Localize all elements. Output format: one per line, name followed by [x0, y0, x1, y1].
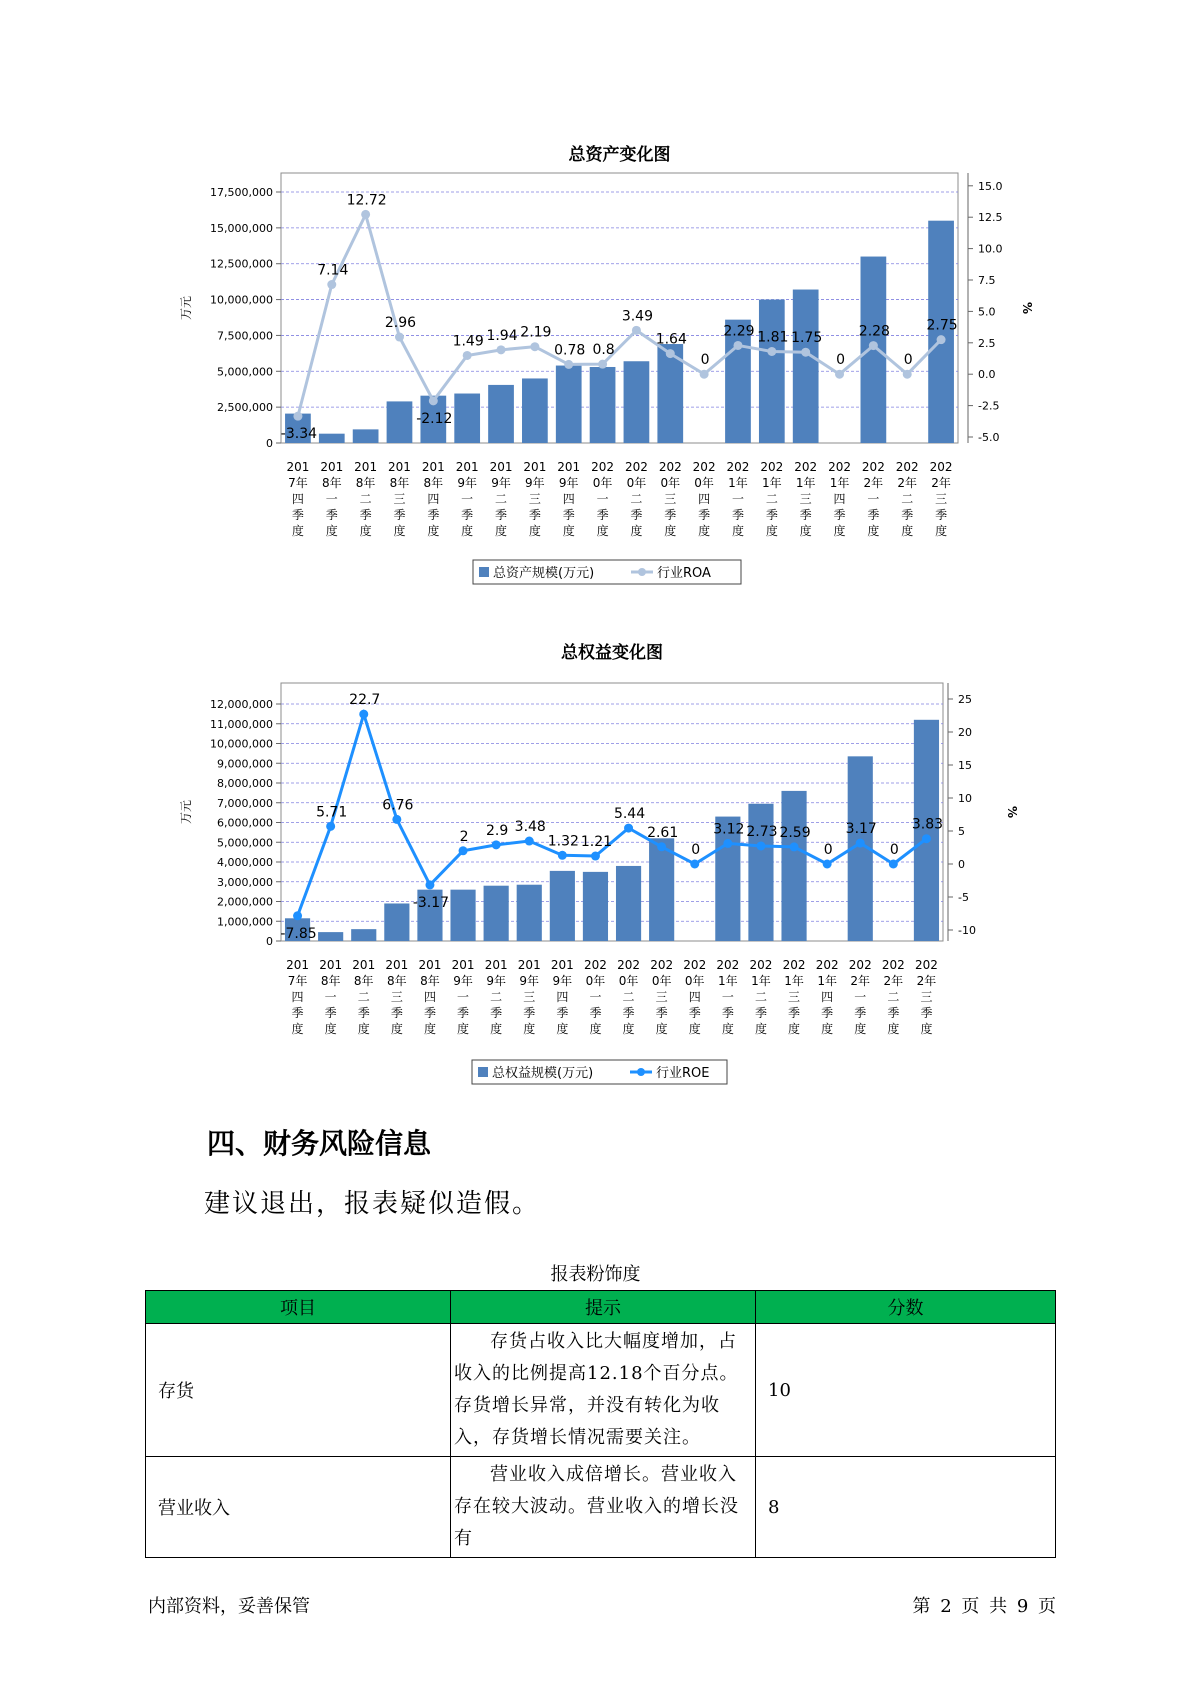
x-tick-label: 202 0年三季度 — [658, 460, 682, 538]
data-label: 12.72 — [346, 192, 387, 209]
line-point — [598, 360, 607, 369]
y-tick-label: 0 — [266, 935, 273, 948]
line-point — [690, 860, 699, 869]
line-point — [463, 351, 472, 360]
y2-tick-label: 5 — [958, 825, 965, 838]
x-tick-label: 202 2年三季度 — [914, 958, 938, 1036]
line-point — [889, 860, 898, 869]
data-label: 3.83 — [911, 816, 944, 833]
bar — [583, 872, 608, 941]
section-heading: 四、财务风险信息 — [207, 1127, 432, 1160]
row-score: 10 — [756, 1324, 1056, 1457]
x-tick-label: 202 0年二季度 — [624, 460, 648, 538]
y2-tick-label: 5.0 — [978, 305, 996, 319]
data-label: -3.34 — [280, 426, 318, 443]
y2-tick-label: 15.0 — [978, 179, 1003, 193]
bar — [781, 791, 806, 941]
legend-line-marker — [638, 568, 646, 576]
x-tick-label: 201 8年三季度 — [385, 958, 409, 1036]
data-label: 0.8 — [592, 342, 615, 359]
x-tick-label: 202 0年一季度 — [583, 958, 607, 1036]
bar — [387, 401, 413, 443]
y2-tick-label: -5.0 — [978, 431, 1000, 444]
line-point — [856, 839, 865, 848]
line-point — [293, 412, 302, 421]
x-tick-label: 202 1年四季度 — [815, 958, 839, 1036]
line-point — [392, 815, 401, 824]
footer-page-number: 第 2 页 共 9 页 — [912, 1596, 1056, 1617]
x-tick-label: 201 8年二季度 — [354, 460, 378, 538]
x-tick-label: 202 2年三季度 — [929, 460, 953, 538]
y2-tick-label: 2.5 — [978, 336, 996, 350]
line-point — [525, 837, 534, 846]
data-label: 2.29 — [723, 323, 755, 340]
x-tick-label: 202 1年三季度 — [794, 460, 818, 538]
line-point — [756, 841, 765, 850]
bar — [793, 290, 819, 443]
legend-bar-label: 总资产规模(万元) — [493, 566, 595, 581]
line-point — [497, 345, 506, 354]
x-tick-label: 202 2年一季度 — [848, 958, 872, 1036]
table-row — [146, 1324, 1056, 1457]
x-tick-label: 201 9年三季度 — [523, 460, 547, 538]
data-label: 6.76 — [382, 797, 414, 814]
section-body: 建议退出，报表疑似造假。 — [204, 1189, 541, 1219]
data-label: 22.7 — [349, 692, 381, 709]
header-item: 项目 — [146, 1291, 451, 1324]
data-label: 2.73 — [746, 823, 778, 840]
data-label: 0 — [691, 842, 701, 858]
total-equity-chart-svg — [170, 636, 1019, 1090]
x-tick-label: 201 9年一季度 — [455, 460, 479, 538]
data-label: 1.32 — [547, 833, 579, 850]
data-label: -3.17 — [412, 894, 450, 911]
y2-tick-label: 10 — [958, 792, 972, 805]
data-label: 3.49 — [621, 308, 654, 325]
x-tick-label: 202 1年一季度 — [716, 958, 740, 1036]
line-point — [666, 349, 675, 358]
row-item: 营业收入 — [146, 1457, 451, 1558]
line-point — [293, 911, 302, 920]
x-tick-label: 201 8年一季度 — [320, 460, 344, 538]
x-tick-label: 202 1年二季度 — [760, 460, 784, 538]
line-point — [823, 860, 832, 869]
data-label: 1.21 — [580, 834, 613, 851]
line-point — [790, 842, 799, 851]
data-label: 2 — [459, 828, 469, 845]
line-point — [361, 210, 370, 219]
table-row — [146, 1457, 1056, 1558]
line-point — [801, 348, 810, 357]
y-tick-label: 1,000,000 — [217, 915, 273, 929]
x-tick-label: 202 0年四季度 — [683, 958, 707, 1036]
x-tick-label: 202 1年一季度 — [726, 460, 750, 538]
x-tick-label: 202 1年二季度 — [749, 958, 773, 1036]
footer-confidential: 内部资料，妥善保管 — [148, 1596, 310, 1617]
bar — [488, 385, 514, 443]
bar — [318, 932, 343, 941]
legend-bar-swatch — [478, 1067, 488, 1077]
data-label: -2.12 — [416, 410, 453, 427]
data-label: 0.78 — [554, 342, 586, 359]
line-point — [558, 851, 567, 860]
data-label: 2.19 — [520, 324, 552, 341]
y-tick-label: 12,000,000 — [210, 698, 273, 711]
chart-title: 总资产变化图 — [568, 145, 671, 165]
bar — [353, 429, 379, 443]
x-tick-label: 202 2年一季度 — [861, 460, 885, 538]
line-point — [657, 842, 666, 851]
x-tick-label: 201 9年二季度 — [489, 460, 513, 538]
line-point — [459, 846, 468, 855]
y-axis-label: 万元 — [179, 799, 193, 825]
y-tick-label: 0 — [266, 437, 273, 450]
data-label: 2.75 — [926, 317, 958, 334]
bar — [454, 394, 480, 443]
x-tick-label: 201 7年四季度 — [286, 958, 310, 1036]
bar — [590, 367, 616, 443]
line-point — [425, 880, 434, 889]
line-point — [624, 824, 633, 833]
data-label: 0 — [823, 842, 833, 858]
line-point — [327, 280, 336, 289]
y-tick-label: 11,000,000 — [210, 717, 273, 731]
data-label: 3.17 — [845, 821, 877, 838]
bar — [616, 866, 641, 941]
line-point — [564, 360, 573, 369]
bar — [351, 929, 376, 941]
y2-tick-label: 0 — [958, 858, 965, 871]
y-tick-label: 12,500,000 — [210, 257, 273, 271]
table-header-row — [146, 1291, 1056, 1324]
x-tick-label: 201 8年四季度 — [421, 460, 445, 538]
data-label: 2.61 — [647, 824, 679, 841]
x-tick-label: 201 9年一季度 — [451, 958, 475, 1036]
y-tick-label: 8,000,000 — [217, 777, 273, 790]
y2-tick-label: 25 — [958, 693, 972, 706]
legend-line-label: 行业ROA — [657, 566, 711, 581]
y-tick-label: 3,000,000 — [217, 875, 273, 889]
x-tick-label: 201 7年四季度 — [286, 460, 310, 538]
header-tip: 提示 — [451, 1291, 756, 1324]
line-point — [326, 822, 335, 831]
x-tick-label: 202 0年四季度 — [692, 460, 716, 538]
x-tick-label: 202 1年三季度 — [782, 958, 806, 1036]
line-point — [723, 839, 732, 848]
data-label: 2.9 — [486, 822, 509, 839]
x-tick-label: 201 9年四季度 — [550, 958, 574, 1036]
total-assets-chart — [170, 135, 1034, 590]
y2-tick-label: -5 — [958, 891, 969, 904]
y-tick-label: 9,000,000 — [217, 757, 273, 771]
line-point — [700, 370, 709, 379]
data-label: 0 — [903, 352, 913, 369]
x-tick-label: 201 9年三季度 — [517, 958, 541, 1036]
line-point — [530, 342, 539, 351]
x-tick-label: 202 0年三季度 — [650, 958, 674, 1036]
data-label: 7.14 — [317, 262, 349, 279]
chart-title: 总权益变化图 — [561, 643, 663, 663]
data-label: 1.75 — [791, 330, 823, 347]
y-tick-label: 2,500,000 — [217, 401, 273, 415]
data-label: 0 — [836, 352, 845, 369]
y-tick-label: 10,000,000 — [210, 737, 273, 751]
data-label: 0 — [700, 352, 710, 369]
plot-frame — [281, 173, 958, 443]
y-tick-label: 7,500,000 — [217, 329, 273, 343]
row-score: 8 — [756, 1457, 1056, 1558]
bar — [550, 871, 575, 941]
row-item: 存货 — [146, 1324, 451, 1457]
line-point — [903, 370, 912, 379]
header-score: 分数 — [756, 1291, 1056, 1324]
row-tip: 营业收入成倍增长。营业收入存在较大波动。营业收入的增长没有 — [451, 1457, 756, 1558]
x-tick-label: 201 8年三季度 — [388, 460, 411, 538]
x-tick-label: 202 0年二季度 — [617, 958, 641, 1036]
x-tick-label: 201 8年一季度 — [319, 958, 343, 1036]
y-tick-label: 4,000,000 — [217, 856, 273, 869]
data-label: 2.28 — [858, 323, 890, 340]
y2-axis-label: % — [1020, 301, 1034, 315]
total-assets-chart-svg — [170, 135, 1034, 590]
line-point — [632, 326, 641, 335]
data-label: 3.12 — [713, 821, 745, 838]
x-tick-label: 202 0年一季度 — [591, 460, 615, 538]
legend-line-marker — [637, 1068, 645, 1076]
data-label: 0 — [889, 842, 899, 858]
line-point — [937, 335, 946, 344]
data-label: -7.85 — [280, 925, 317, 942]
line-point — [591, 852, 600, 861]
line-point — [359, 710, 368, 719]
x-tick-label: 202 2年二季度 — [881, 958, 905, 1036]
line-point — [767, 347, 776, 356]
line-point — [922, 834, 931, 843]
bar — [517, 885, 542, 941]
data-label: 5.44 — [613, 806, 646, 823]
y2-tick-label: -10 — [958, 924, 976, 937]
y-axis-label: 万元 — [179, 295, 193, 321]
row-tip: 存货占收入比大幅度增加，占收入的比例提高12.18个百分点。存货增长异常，并没有转化为收入，存货增长情况需要关注。 — [451, 1324, 756, 1457]
x-tick-label: 202 1年四季度 — [828, 460, 851, 538]
data-label: 1.81 — [757, 329, 789, 346]
y2-tick-label: 0.0 — [978, 368, 996, 382]
y2-tick-label: 15 — [958, 759, 972, 772]
data-label: 1.64 — [655, 331, 687, 348]
y-tick-label: 2,000,000 — [217, 895, 273, 909]
data-label: 3.48 — [514, 819, 546, 836]
bar — [556, 366, 582, 443]
legend-line-label: 行业ROE — [656, 1066, 710, 1081]
y-tick-label: 5,000,000 — [217, 365, 273, 379]
bar — [484, 886, 509, 941]
bar — [450, 890, 475, 941]
line-point — [869, 341, 878, 350]
x-tick-label: 201 8年二季度 — [352, 958, 376, 1036]
bar — [319, 434, 345, 443]
y2-tick-label: 7.5 — [978, 274, 996, 287]
y-tick-label: 7,000,000 — [217, 796, 273, 810]
y-tick-label: 10,000,000 — [210, 293, 273, 307]
line-point — [395, 333, 404, 342]
legend-bar-label: 总权益规模(万元) — [492, 1066, 594, 1081]
y2-tick-label: 12.5 — [978, 211, 1003, 225]
bar — [759, 300, 785, 443]
y-tick-label: 15,000,000 — [210, 221, 273, 235]
y-tick-label: 6,000,000 — [217, 816, 273, 830]
line-point — [835, 370, 844, 379]
plot-frame — [281, 683, 943, 941]
y2-axis-label: % — [1005, 805, 1019, 819]
data-label: 1.94 — [486, 327, 518, 344]
y2-tick-label: 10.0 — [978, 242, 1003, 256]
line-point — [429, 396, 438, 405]
risk-table — [145, 1290, 1056, 1558]
x-tick-label: 201 9年四季度 — [557, 460, 581, 538]
bar — [624, 361, 650, 443]
total-equity-chart — [170, 636, 1019, 1090]
data-label: 1.49 — [452, 333, 484, 350]
data-label: 2.96 — [384, 315, 417, 332]
bar — [522, 378, 548, 443]
table-caption: 报表粉饰度 — [550, 1264, 641, 1285]
y-tick-label: 5,000,000 — [217, 836, 273, 850]
y2-tick-label: -2.5 — [978, 399, 1000, 413]
bar — [384, 903, 409, 941]
bar — [649, 838, 674, 941]
data-label: 2.59 — [779, 824, 811, 841]
x-tick-label: 202 2年二季度 — [895, 460, 919, 538]
x-tick-label: 201 9年二季度 — [484, 958, 508, 1036]
y-tick-label: 17,500,000 — [210, 186, 273, 199]
legend-bar-swatch — [479, 567, 489, 577]
x-tick-label: 201 8年四季度 — [418, 958, 442, 1036]
line-point — [733, 341, 742, 350]
line-point — [492, 840, 501, 849]
data-label: 5.71 — [316, 804, 348, 821]
y2-tick-label: 20 — [958, 726, 972, 739]
